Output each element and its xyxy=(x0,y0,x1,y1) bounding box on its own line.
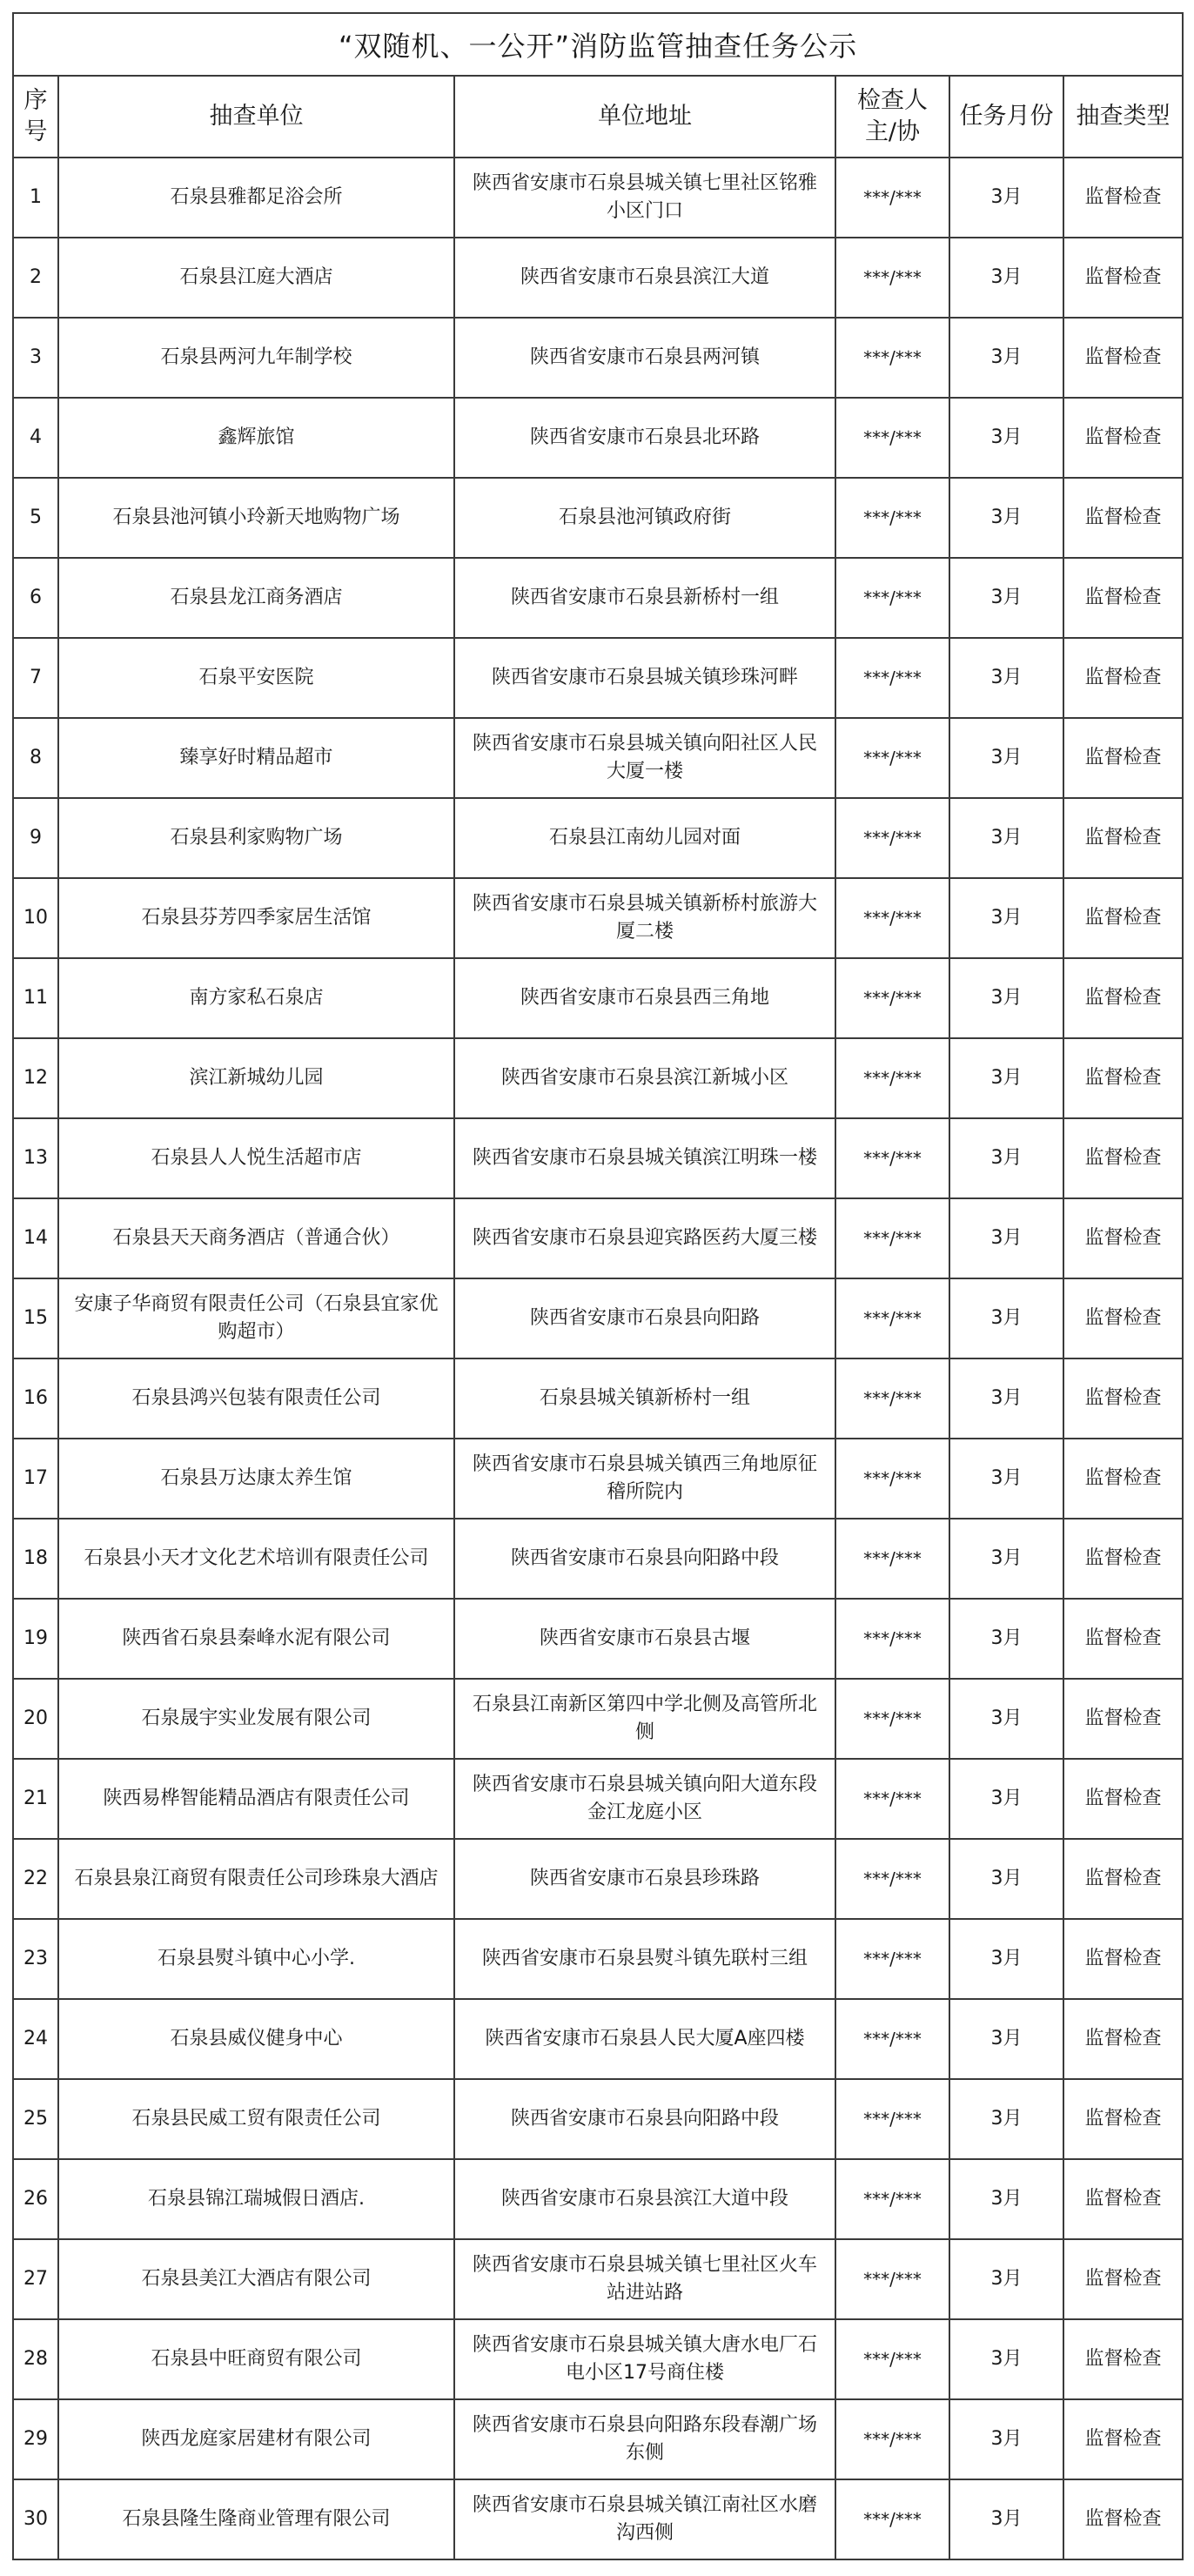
row-address: 陕西省安康市石泉县滨江大道中段 xyxy=(454,2159,835,2239)
table-row xyxy=(13,958,1183,1038)
row-inspector: ***/*** xyxy=(835,958,949,1038)
row-month: 3月 xyxy=(949,2239,1063,2319)
header-address: 单位地址 xyxy=(454,76,835,158)
row-index: 30 xyxy=(13,2479,58,2559)
row-address: 陕西省安康市石泉县城关镇西三角地原征稽所院内 xyxy=(454,1439,835,1519)
row-type: 监督检查 xyxy=(1063,2319,1183,2399)
row-address: 陕西省安康市石泉县城关镇大唐水电厂石电小区17号商住楼 xyxy=(454,2319,835,2399)
table-row xyxy=(13,1679,1183,1759)
table-row xyxy=(13,1198,1183,1278)
header-unit: 抽查单位 xyxy=(58,76,454,158)
row-unit: 石泉县两河九年制学校 xyxy=(58,318,454,398)
row-unit: 石泉县池河镇小玲新天地购物广场 xyxy=(58,478,454,558)
row-type: 监督检查 xyxy=(1063,1599,1183,1679)
row-address: 陕西省安康市石泉县城关镇珍珠河畔 xyxy=(454,638,835,718)
row-index: 13 xyxy=(13,1118,58,1198)
row-address: 陕西省安康市石泉县人民大厦A座四楼 xyxy=(454,1999,835,2079)
row-unit: 石泉县威仪健身中心 xyxy=(58,1999,454,2079)
table-row xyxy=(13,1439,1183,1519)
row-type: 监督检查 xyxy=(1063,318,1183,398)
row-unit: 石泉县熨斗镇中心小学. xyxy=(58,1919,454,1999)
row-index: 27 xyxy=(13,2239,58,2319)
row-type: 监督检查 xyxy=(1063,2159,1183,2239)
row-month: 3月 xyxy=(949,1278,1063,1358)
row-month: 3月 xyxy=(949,558,1063,638)
row-index: 1 xyxy=(13,158,58,238)
row-inspector: ***/*** xyxy=(835,1278,949,1358)
row-type: 监督检查 xyxy=(1063,2239,1183,2319)
row-inspector: ***/*** xyxy=(835,2079,949,2159)
row-address: 石泉县池河镇政府街 xyxy=(454,478,835,558)
table-row xyxy=(13,158,1183,238)
row-index: 7 xyxy=(13,638,58,718)
table-row xyxy=(13,1759,1183,1839)
table-row xyxy=(13,1278,1183,1358)
row-unit: 鑫辉旅馆 xyxy=(58,398,454,478)
table-row xyxy=(13,1519,1183,1599)
row-address: 陕西省安康市石泉县城关镇江南社区水磨沟西侧 xyxy=(454,2479,835,2559)
row-inspector: ***/*** xyxy=(835,1839,949,1919)
row-unit: 石泉县龙江商务酒店 xyxy=(58,558,454,638)
row-index: 12 xyxy=(13,1038,58,1118)
row-address: 石泉县江南新区第四中学北侧及高管所北侧 xyxy=(454,1679,835,1759)
row-index: 17 xyxy=(13,1439,58,1519)
row-inspector: ***/*** xyxy=(835,718,949,798)
row-month: 3月 xyxy=(949,798,1063,878)
row-unit: 石泉县民威工贸有限责任公司 xyxy=(58,2079,454,2159)
table-row xyxy=(13,2399,1183,2479)
row-month: 3月 xyxy=(949,958,1063,1038)
table-row xyxy=(13,318,1183,398)
row-index: 14 xyxy=(13,1198,58,1278)
row-month: 3月 xyxy=(949,2479,1063,2559)
row-inspector: ***/*** xyxy=(835,2159,949,2239)
row-address: 陕西省安康市石泉县向阳路中段 xyxy=(454,1519,835,1599)
table-title: “双随机、一公开”消防监管抽查任务公示 xyxy=(13,13,1183,76)
table-row xyxy=(13,2479,1183,2559)
table-row xyxy=(13,478,1183,558)
row-index: 25 xyxy=(13,2079,58,2159)
row-type: 监督检查 xyxy=(1063,878,1183,958)
row-unit: 滨江新城幼儿园 xyxy=(58,1038,454,1118)
row-type: 监督检查 xyxy=(1063,1519,1183,1599)
row-type: 监督检查 xyxy=(1063,1198,1183,1278)
table-row xyxy=(13,2079,1183,2159)
table-row xyxy=(13,1839,1183,1919)
row-address: 陕西省安康市石泉县城关镇七里社区铭雅小区门口 xyxy=(454,158,835,238)
row-inspector: ***/*** xyxy=(835,1999,949,2079)
row-unit: 石泉县天天商务酒店（普通合伙） xyxy=(58,1198,454,1278)
row-inspector: ***/*** xyxy=(835,478,949,558)
row-address: 陕西省安康市石泉县滨江新城小区 xyxy=(454,1038,835,1118)
row-index: 6 xyxy=(13,558,58,638)
row-index: 20 xyxy=(13,1679,58,1759)
table-row xyxy=(13,1919,1183,1999)
table-row xyxy=(13,1118,1183,1198)
row-inspector: ***/*** xyxy=(835,398,949,478)
row-inspector: ***/*** xyxy=(835,1439,949,1519)
table-row xyxy=(13,558,1183,638)
row-inspector: ***/*** xyxy=(835,1118,949,1198)
row-type: 监督检查 xyxy=(1063,638,1183,718)
row-inspector: ***/*** xyxy=(835,638,949,718)
row-unit: 陕西省石泉县秦峰水泥有限公司 xyxy=(58,1599,454,1679)
row-unit: 石泉平安医院 xyxy=(58,638,454,718)
row-inspector: ***/*** xyxy=(835,878,949,958)
row-type: 监督检查 xyxy=(1063,1919,1183,1999)
row-unit: 陕西易桦智能精品酒店有限责任公司 xyxy=(58,1759,454,1839)
table-row xyxy=(13,238,1183,318)
row-month: 3月 xyxy=(949,638,1063,718)
row-type: 监督检查 xyxy=(1063,1759,1183,1839)
table-row xyxy=(13,1599,1183,1679)
row-unit: 石泉县隆生隆商业管理有限公司 xyxy=(58,2479,454,2559)
table-row xyxy=(13,2159,1183,2239)
row-type: 监督检查 xyxy=(1063,1038,1183,1118)
row-unit: 南方家私石泉店 xyxy=(58,958,454,1038)
row-address: 陕西省安康市石泉县向阳路东段春潮广场东侧 xyxy=(454,2399,835,2479)
row-month: 3月 xyxy=(949,478,1063,558)
row-unit: 石泉县利家购物广场 xyxy=(58,798,454,878)
row-type: 监督检查 xyxy=(1063,1999,1183,2079)
table-row xyxy=(13,718,1183,798)
row-index: 10 xyxy=(13,878,58,958)
row-inspector: ***/*** xyxy=(835,1759,949,1839)
table-row xyxy=(13,1999,1183,2079)
table-row xyxy=(13,2239,1183,2319)
row-index: 24 xyxy=(13,1999,58,2079)
table-row xyxy=(13,1358,1183,1439)
row-index: 19 xyxy=(13,1599,58,1679)
row-address: 石泉县城关镇新桥村一组 xyxy=(454,1358,835,1439)
row-month: 3月 xyxy=(949,1919,1063,1999)
row-unit: 石泉县芬芳四季家居生活馆 xyxy=(58,878,454,958)
row-unit: 安康子华商贸有限责任公司（石泉县宜家优购超市） xyxy=(58,1278,454,1358)
row-month: 3月 xyxy=(949,318,1063,398)
row-unit: 石泉晟宇实业发展有限公司 xyxy=(58,1679,454,1759)
row-type: 监督检查 xyxy=(1063,1839,1183,1919)
table-row xyxy=(13,398,1183,478)
row-inspector: ***/*** xyxy=(835,318,949,398)
row-index: 18 xyxy=(13,1519,58,1599)
row-type: 监督检查 xyxy=(1063,2479,1183,2559)
table-row xyxy=(13,1038,1183,1118)
row-inspector: ***/*** xyxy=(835,1358,949,1439)
row-type: 监督检查 xyxy=(1063,238,1183,318)
row-address: 陕西省安康市石泉县西三角地 xyxy=(454,958,835,1038)
row-month: 3月 xyxy=(949,718,1063,798)
row-inspector: ***/*** xyxy=(835,1038,949,1118)
table-row xyxy=(13,878,1183,958)
row-unit: 石泉县小天才文化艺术培训有限责任公司 xyxy=(58,1519,454,1599)
row-month: 3月 xyxy=(949,1519,1063,1599)
row-month: 3月 xyxy=(949,1038,1063,1118)
row-type: 监督检查 xyxy=(1063,1278,1183,1358)
row-address: 陕西省安康市石泉县古堰 xyxy=(454,1599,835,1679)
row-inspector: ***/*** xyxy=(835,1519,949,1599)
row-month: 3月 xyxy=(949,1759,1063,1839)
row-type: 监督检查 xyxy=(1063,1679,1183,1759)
row-index: 21 xyxy=(13,1759,58,1839)
row-month: 3月 xyxy=(949,2079,1063,2159)
row-index: 9 xyxy=(13,798,58,878)
row-type: 监督检查 xyxy=(1063,1118,1183,1198)
row-index: 29 xyxy=(13,2399,58,2479)
row-address: 陕西省安康市石泉县两河镇 xyxy=(454,318,835,398)
row-index: 23 xyxy=(13,1919,58,1999)
row-unit: 臻享好时精品超市 xyxy=(58,718,454,798)
table-row xyxy=(13,638,1183,718)
row-type: 监督检查 xyxy=(1063,798,1183,878)
row-type: 监督检查 xyxy=(1063,158,1183,238)
row-month: 3月 xyxy=(949,238,1063,318)
row-index: 22 xyxy=(13,1839,58,1919)
header-inspector: 检查人主/协 xyxy=(835,76,949,158)
row-type: 监督检查 xyxy=(1063,478,1183,558)
row-month: 3月 xyxy=(949,1679,1063,1759)
row-type: 监督检查 xyxy=(1063,2079,1183,2159)
row-unit: 石泉县鸿兴包装有限责任公司 xyxy=(58,1358,454,1439)
row-month: 3月 xyxy=(949,158,1063,238)
row-inspector: ***/*** xyxy=(835,1679,949,1759)
row-address: 陕西省安康市石泉县新桥村一组 xyxy=(454,558,835,638)
row-inspector: ***/*** xyxy=(835,2399,949,2479)
row-address: 陕西省安康市石泉县北环路 xyxy=(454,398,835,478)
table-body xyxy=(13,158,1183,2559)
row-index: 5 xyxy=(13,478,58,558)
row-unit: 石泉县泉江商贸有限责任公司珍珠泉大酒店 xyxy=(58,1839,454,1919)
table-row xyxy=(13,798,1183,878)
row-month: 3月 xyxy=(949,1999,1063,2079)
row-address: 陕西省安康市石泉县滨江大道 xyxy=(454,238,835,318)
header-type: 抽查类型 xyxy=(1063,76,1183,158)
row-type: 监督检查 xyxy=(1063,1439,1183,1519)
row-unit: 石泉县锦江瑞城假日酒店. xyxy=(58,2159,454,2239)
table-row xyxy=(13,2319,1183,2399)
row-month: 3月 xyxy=(949,1358,1063,1439)
row-address: 陕西省安康市石泉县向阳路中段 xyxy=(454,2079,835,2159)
row-month: 3月 xyxy=(949,2159,1063,2239)
row-unit: 石泉县美江大酒店有限公司 xyxy=(58,2239,454,2319)
row-address: 陕西省安康市石泉县城关镇七里社区火车站进站路 xyxy=(454,2239,835,2319)
row-index: 15 xyxy=(13,1278,58,1358)
row-inspector: ***/*** xyxy=(835,798,949,878)
row-type: 监督检查 xyxy=(1063,718,1183,798)
row-address: 陕西省安康市石泉县向阳路 xyxy=(454,1278,835,1358)
row-month: 3月 xyxy=(949,1439,1063,1519)
row-address: 陕西省安康市石泉县迎宾路医药大厦三楼 xyxy=(454,1198,835,1278)
row-index: 11 xyxy=(13,958,58,1038)
row-address: 陕西省安康市石泉县城关镇滨江明珠一楼 xyxy=(454,1118,835,1198)
row-unit: 石泉县人人悦生活超市店 xyxy=(58,1118,454,1198)
header-index: 序号 xyxy=(13,76,58,158)
row-type: 监督检查 xyxy=(1063,2399,1183,2479)
row-address: 石泉县江南幼儿园对面 xyxy=(454,798,835,878)
inspection-table xyxy=(12,12,1184,2560)
row-inspector: ***/*** xyxy=(835,1599,949,1679)
document-page xyxy=(12,12,1182,2560)
row-unit: 石泉县江庭大酒店 xyxy=(58,238,454,318)
row-inspector: ***/*** xyxy=(835,2319,949,2399)
row-inspector: ***/*** xyxy=(835,2239,949,2319)
row-month: 3月 xyxy=(949,1839,1063,1919)
row-month: 3月 xyxy=(949,1599,1063,1679)
row-month: 3月 xyxy=(949,2319,1063,2399)
row-inspector: ***/*** xyxy=(835,238,949,318)
row-inspector: ***/*** xyxy=(835,1919,949,1999)
row-inspector: ***/*** xyxy=(835,558,949,638)
row-index: 26 xyxy=(13,2159,58,2239)
row-index: 28 xyxy=(13,2319,58,2399)
row-index: 4 xyxy=(13,398,58,478)
row-address: 陕西省安康市石泉县城关镇向阳社区人民大厦一楼 xyxy=(454,718,835,798)
header-month: 任务月份 xyxy=(949,76,1063,158)
row-month: 3月 xyxy=(949,398,1063,478)
row-type: 监督检查 xyxy=(1063,958,1183,1038)
row-type: 监督检查 xyxy=(1063,558,1183,638)
row-unit: 石泉县万达康太养生馆 xyxy=(58,1439,454,1519)
row-index: 8 xyxy=(13,718,58,798)
table-header-row xyxy=(13,76,1183,158)
row-index: 3 xyxy=(13,318,58,398)
row-month: 3月 xyxy=(949,2399,1063,2479)
row-month: 3月 xyxy=(949,1118,1063,1198)
row-type: 监督检查 xyxy=(1063,1358,1183,1439)
row-inspector: ***/*** xyxy=(835,2479,949,2559)
row-address: 陕西省安康市石泉县城关镇新桥村旅游大厦二楼 xyxy=(454,878,835,958)
row-month: 3月 xyxy=(949,1198,1063,1278)
row-unit: 石泉县中旺商贸有限公司 xyxy=(58,2319,454,2399)
row-index: 2 xyxy=(13,238,58,318)
row-address: 陕西省安康市石泉县城关镇向阳大道东段金江龙庭小区 xyxy=(454,1759,835,1839)
row-month: 3月 xyxy=(949,878,1063,958)
row-index: 16 xyxy=(13,1358,58,1439)
row-type: 监督检查 xyxy=(1063,398,1183,478)
row-unit: 石泉县雅都足浴会所 xyxy=(58,158,454,238)
row-inspector: ***/*** xyxy=(835,158,949,238)
row-address: 陕西省安康市石泉县珍珠路 xyxy=(454,1839,835,1919)
row-inspector: ***/*** xyxy=(835,1198,949,1278)
row-address: 陕西省安康市石泉县熨斗镇先联村三组 xyxy=(454,1919,835,1999)
row-unit: 陕西龙庭家居建材有限公司 xyxy=(58,2399,454,2479)
